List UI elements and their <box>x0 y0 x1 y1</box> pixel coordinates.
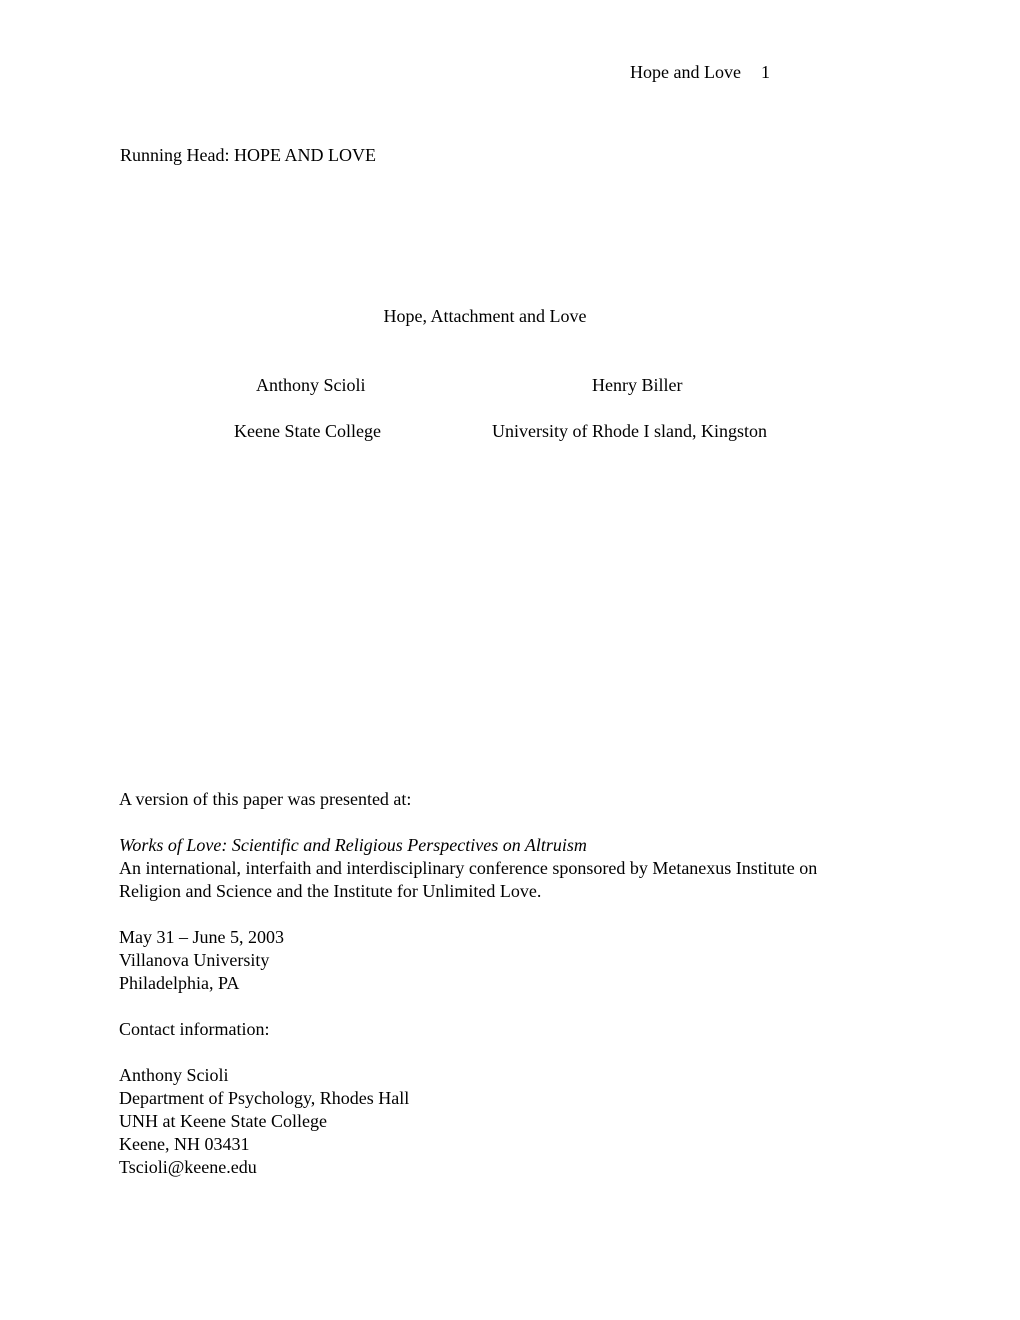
event-details <box>119 926 919 995</box>
contact-email: Tscioli@keene.edu <box>119 1157 257 1177</box>
conference-description-line-1: An international, interfaith and interdisciplinary conference sponsored by Metanexus Institute on <box>119 858 818 878</box>
author-affiliation-1: Keene State College <box>234 421 381 441</box>
event-venue: Villanova University <box>119 950 270 970</box>
contact-department: Department of Psychology, Rhodes Hall <box>119 1088 410 1108</box>
author-name-1: Anthony Scioli <box>256 375 366 395</box>
contact-details <box>119 1064 919 1179</box>
conference-info <box>119 834 919 903</box>
contact-name: Anthony Scioli <box>119 1065 229 1085</box>
event-city: Philadelphia, PA <box>119 973 240 993</box>
header-short-title: Hope and Love <box>630 62 741 82</box>
page-number: 1 <box>760 62 770 82</box>
contact-address: Keene, NH 03431 <box>119 1134 250 1154</box>
contact-label-text: Contact information: <box>119 1019 270 1039</box>
conference-description-line-2: Religion and Science and the Institute for Unlimited Love. <box>119 881 542 901</box>
author-name-2: Henry Biller <box>592 375 683 395</box>
conference-title: Works of Love: Scientific and Religious Perspectives on Altruism <box>119 835 587 855</box>
page-header <box>630 61 770 84</box>
author-affiliation-2: University of Rhode I sland, Kingston <box>492 421 767 441</box>
contact-institution: UNH at Keene State College <box>119 1111 327 1131</box>
presentation-intro-text: A version of this paper was presented at: <box>119 789 412 809</box>
running-head: Running Head: HOPE AND LOVE <box>120 145 376 165</box>
paper-title: Hope, Attachment and Love <box>383 306 587 326</box>
contact-label <box>119 1018 919 1041</box>
presentation-intro <box>119 788 919 811</box>
event-dates: May 31 – June 5, 2003 <box>119 927 284 947</box>
